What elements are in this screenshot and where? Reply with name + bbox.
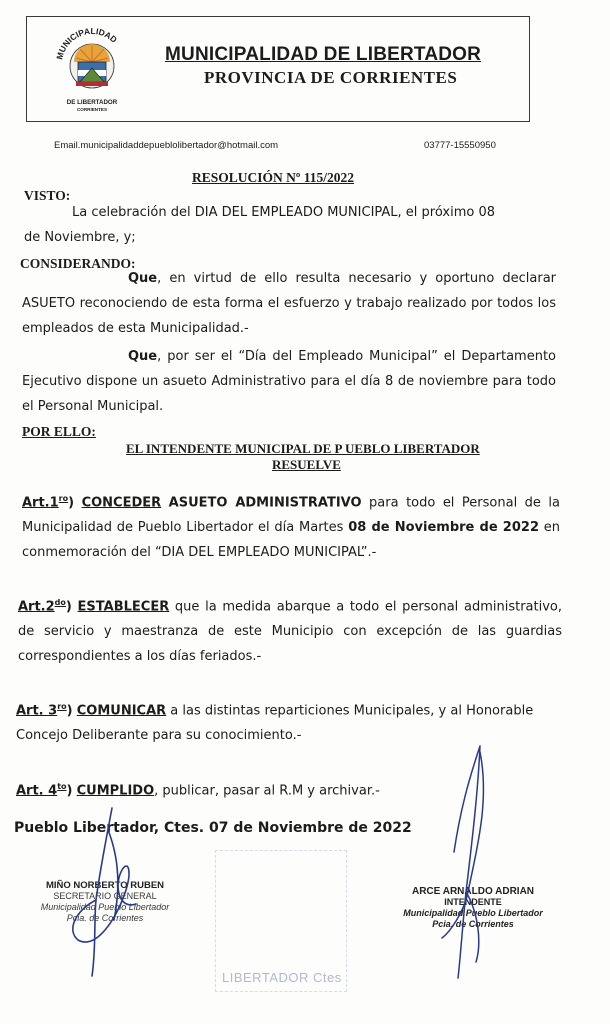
article-4-text: , publicar, pasar al R.M y archivar.- — [154, 783, 380, 799]
visto-text — [24, 200, 506, 250]
article-3 — [16, 694, 564, 748]
considerando-label: CONSIDERANDO: — [20, 256, 136, 271]
que-2-text: , por ser el “Día del Empleado Municipal” el Departamento Ejecutivo dispone un asueto Administrativo para el día 8 de noviembre para todo el Personal Municipal. — [22, 349, 556, 414]
article-3-text: a las distintas reparticiones Municipales, y al Honorable Concejo Deliberante para su conocimiento.- — [16, 703, 534, 744]
article-3-sup: ro — [57, 702, 67, 711]
signature-right-prov: Pcia. de Corrientes — [432, 919, 514, 929]
signature-right-org: Municipalidad Pueblo Libertador — [403, 908, 543, 918]
article-2-text: que la medida abarque a todo el personal administrativo, de servicio y maestranza de este Municipio con excepción de las guardias correspondientes a los días feriados.- — [18, 599, 562, 665]
article-4-paren: ) — [66, 783, 73, 799]
article-1-text-b: en conmemoración del “DIA DEL EMPLEADO MUNICIPAL”.- — [22, 520, 561, 561]
considerando-que-2 — [22, 344, 556, 419]
signature-left-role: SECRETARIO GENERAL — [53, 891, 157, 901]
article-1 — [22, 486, 560, 565]
header-subtitle: PROVINCIA DE CORRIENTES — [204, 68, 458, 87]
por-ello: POR ELLO: — [22, 424, 96, 439]
article-2-verb: ESTABLECER — [77, 599, 170, 615]
signature-left-scribble — [56, 800, 166, 980]
article-3-label: Art. 3 — [16, 703, 58, 719]
visto-body: La celebración del DIA DEL EMPLEADO MUNICIPAL, el próximo 08 de Noviembre, y; — [24, 205, 496, 245]
seal-arc-text: MUNICIPALIDAD — [54, 25, 120, 61]
article-1-date: 08 de Noviembre de 2022 — [348, 520, 539, 536]
resolution-number: RESOLUCIÓN Nº 115/2022 — [192, 170, 354, 185]
article-1-sup: ro — [58, 494, 69, 503]
article-2-sup: do — [54, 598, 66, 607]
header-title: MUNICIPALIDAD DE LIBERTADOR — [165, 44, 482, 65]
seal-icon — [50, 18, 134, 118]
article-3-verb: COMUNICAR — [76, 703, 167, 719]
article-2 — [18, 590, 562, 669]
email: Email.municipalidaddepueblolibertador@hotmail.com — [54, 140, 279, 151]
stamp-mark — [215, 850, 347, 992]
seal-caption-1: DE LIBERTADOR — [66, 99, 118, 106]
article-1-verb: CONCEDER — [81, 495, 162, 511]
article-4-verb: CUMPLIDO — [76, 783, 155, 799]
article-3-paren: ) — [66, 703, 73, 719]
article-4-sup: to — [57, 782, 67, 791]
que-1-lead: Que — [128, 271, 158, 286]
article-1-label: Art.1 — [22, 495, 59, 511]
article-1-paren: ) — [68, 495, 75, 511]
signature-left-prov: Pcia. de Corrientes — [66, 913, 144, 923]
que-2-lead: Que — [128, 349, 158, 364]
article-2-label: Art.2 — [18, 599, 55, 615]
article-1-bold-extra: ASUETO ADMINISTRATIVO — [168, 495, 362, 511]
visto-label: VISTO: — [24, 188, 71, 203]
stamp-text: LIBERTADOR Ctes — [222, 970, 342, 985]
signature-left-name: MIÑO NORBERTO RUBEN — [45, 880, 165, 891]
signature-left-org: Municipalidad Pueblo Libertador — [40, 902, 170, 912]
que-1-text: , en virtud de ello resulta necesario y oportuno declarar ASUETO reconociendo de esta forma el esfuerzo y trabajo realizado por todos los empleados de esta Municipalidad.- — [22, 271, 556, 336]
intendente-line-1: EL INTENDENTE MUNICIPAL DE P UEBLO LIBERTADOR — [126, 441, 480, 456]
place-date: Pueblo Libertador, Ctes. 07 de Noviembre de 2022 — [14, 820, 412, 836]
phone: 03777-15550950 — [424, 140, 496, 151]
municipal-seal — [50, 18, 134, 118]
article-1-text-a: para todo el Personal de la Municipalidad de Pueblo Libertador el día Martes — [22, 495, 560, 536]
article-2-paren: ) — [65, 599, 72, 615]
intendente-line-2: RESUELVE — [272, 457, 341, 472]
article-4-label: Art. 4 — [16, 783, 58, 799]
considerando-que-1 — [22, 266, 556, 341]
seal-caption-2: CORRIENTES — [76, 107, 108, 112]
signature-right-name: ARCE ARNALDO ADRIAN — [411, 886, 535, 897]
signature-right-scribble — [420, 742, 520, 982]
signature-right-role: INTENDENTE — [444, 897, 502, 907]
